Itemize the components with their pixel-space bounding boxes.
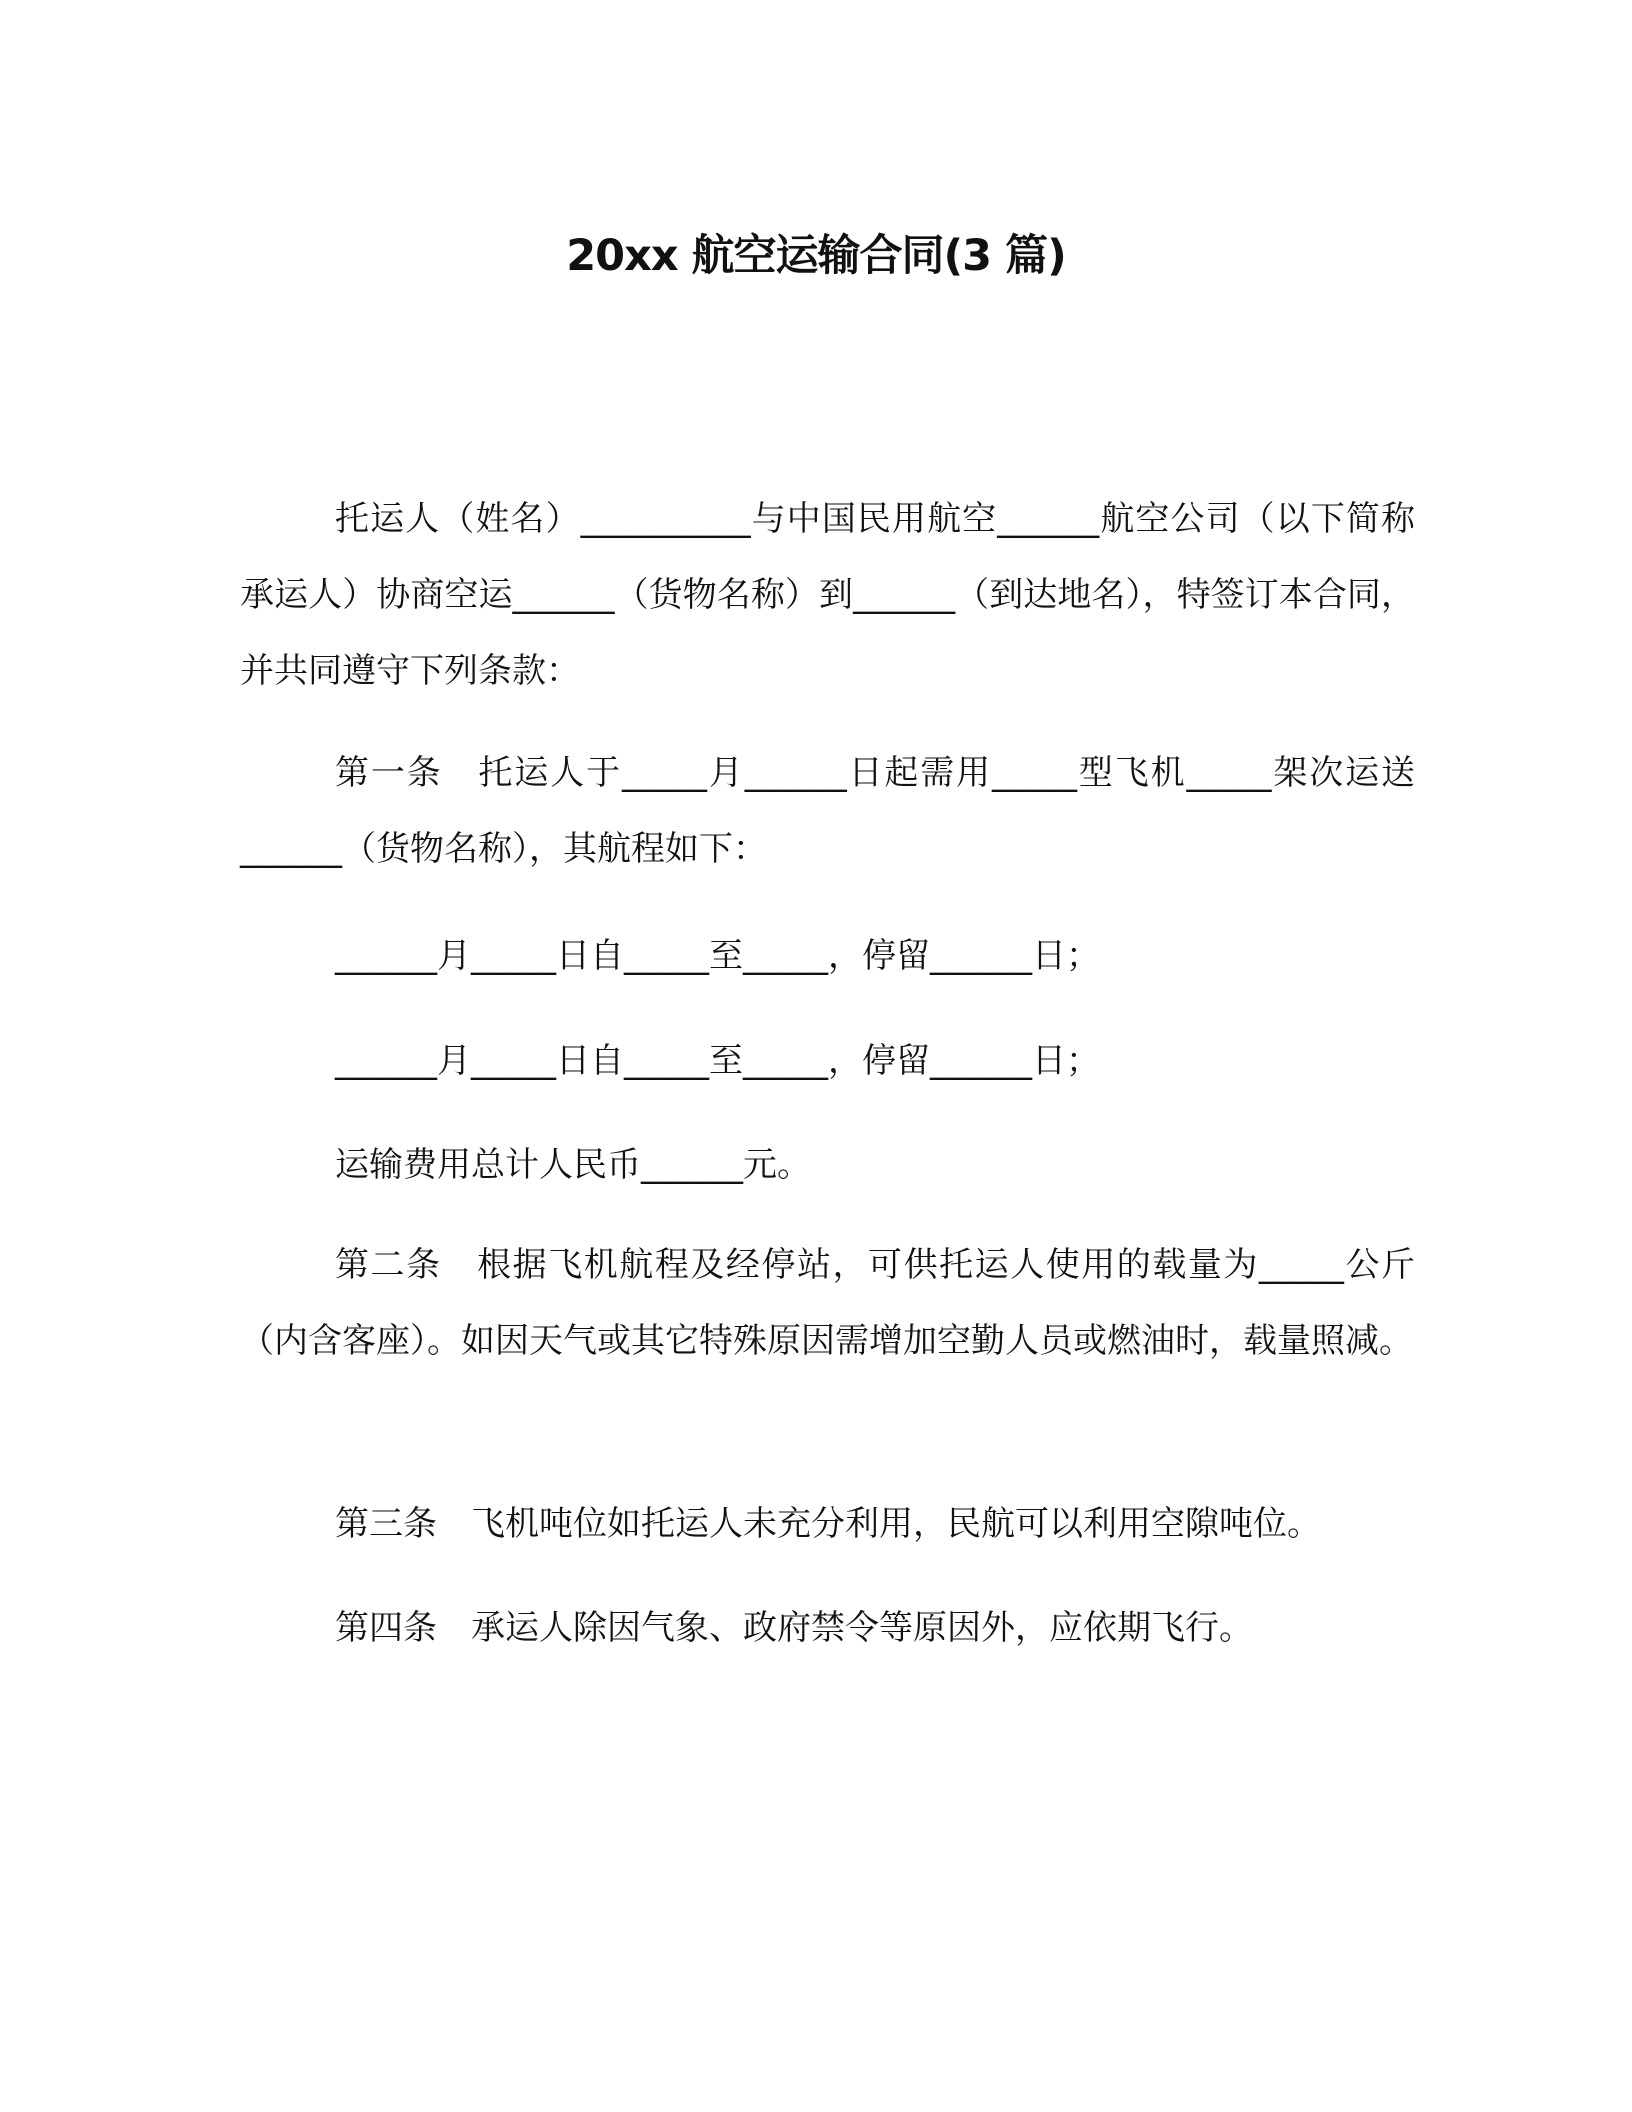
paragraph-article-2: 第二条 根据飞机航程及经停站，可供托运人使用的载量为_____公斤（内含客座）。如因天气或其它特殊原因需增加空勤人员或燃油时，载量照减。 — [240, 1245, 1415, 1361]
paragraph-article-4: 第四条 承运人除因气象、政府禁令等原因外，应依期飞行。 — [335, 1608, 1253, 1648]
paragraph-article-1: 第一条 托运人于_____月______日起需用_____型飞机_____架次运送______（货物名称），其航程如下： — [240, 753, 1415, 869]
transport-fee-line: 运输费用总计人民币______元。 — [335, 1145, 811, 1185]
paragraph-intro: 托运人（姓名）__________与中国民用航空______航空公司（以下简称承运人）协商空运______（货物名称）到______（到达地名），特签订本合同，并共同遵守下列条款： — [240, 499, 1415, 691]
document-title: 20xx 航空运输合同(3 篇) — [566, 231, 1066, 281]
paragraph-article-3: 第三条 飞机吨位如托运人未充分利用，民航可以利用空隙吨位。 — [335, 1504, 1321, 1544]
route-line-1: ______月_____日自_____至_____，停留______日； — [335, 936, 1100, 976]
route-line-2: ______月_____日自_____至_____，停留______日； — [335, 1041, 1100, 1081]
